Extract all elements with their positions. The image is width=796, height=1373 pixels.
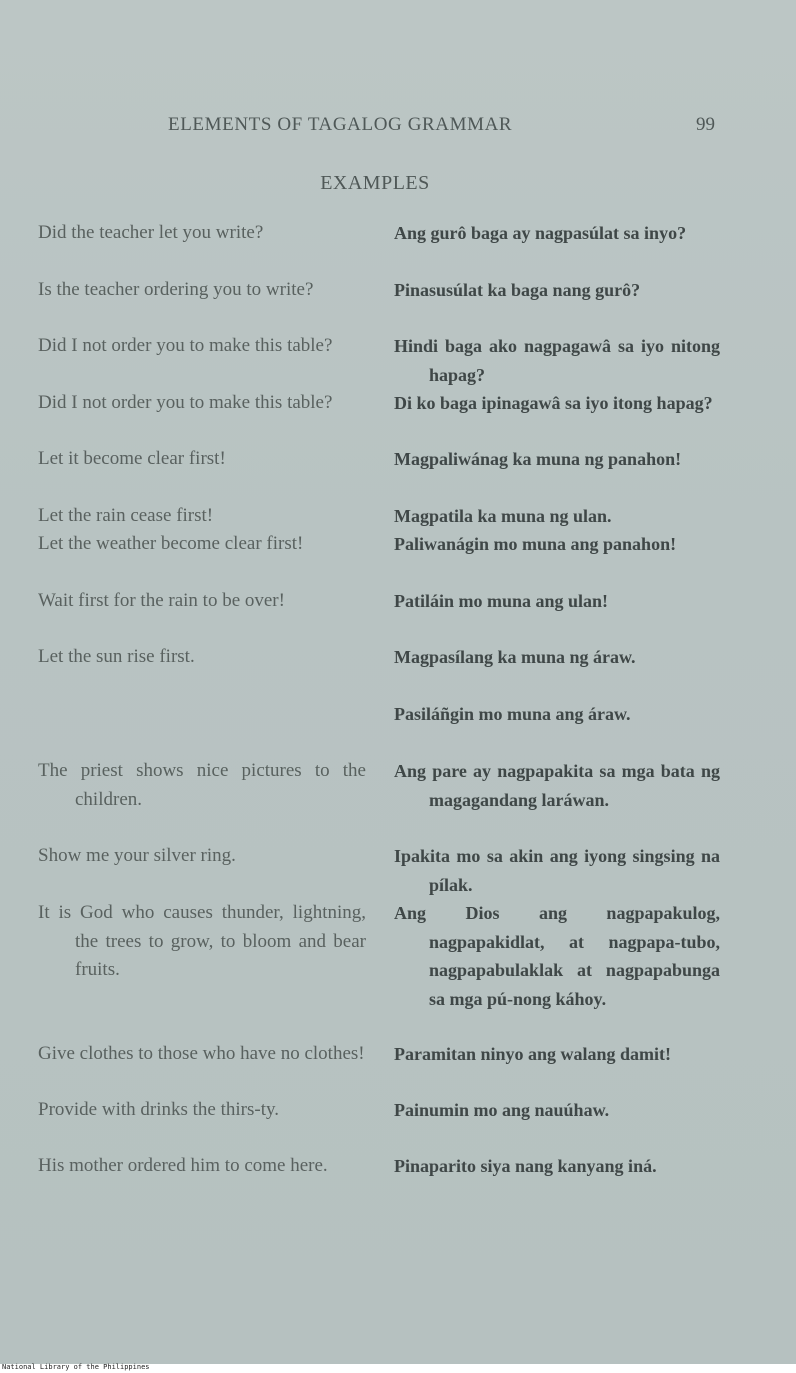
english-sentence: Wait first for the rain to be over! — [38, 590, 285, 611]
tagalog-sentence: Magpatila ka muna ng ulan. — [394, 506, 612, 526]
tagalog-sentence: Painumin mo ang nauúhaw. — [394, 1100, 610, 1120]
english-sentence: Provide with drinks the thirs-ty. — [38, 1099, 279, 1120]
english-sentence: Let the rain cease first! — [38, 505, 214, 526]
tagalog-sentence: Magpasílang ka muna ng áraw. — [394, 647, 636, 667]
english-sentence: Is the teacher ordering you to write? — [38, 279, 314, 300]
english-sentence: Did I not order you to make this table? — [38, 392, 333, 413]
english-sentence: Did I not order you to make this table? — [38, 335, 333, 356]
tagalog-sentence: Paliwanágin mo muna ang panahon! — [394, 534, 677, 554]
tagalog-sentence: Ipakita mo sa akin ang iyong singsing na pílak. — [394, 846, 720, 895]
english-sentence: Show me your silver ring. — [38, 845, 236, 866]
tagalog-sentence: Di ko baga ipinagawâ sa iyo itong hapag? — [394, 393, 713, 413]
english-sentence: Let the sun rise first. — [38, 646, 195, 667]
english-sentence: Give clothes to those who have no clothes! — [38, 1043, 365, 1064]
tagalog-sentence: Pinaparito siya nang kanyang iná. — [394, 1156, 657, 1176]
tagalog-sentence: Pasiláñgin mo muna ang áraw. — [394, 704, 631, 724]
library-footer: National Library of the Philippines — [2, 1363, 150, 1371]
tagalog-sentence: Pinasusúlat ka baga nang gurô? — [394, 280, 641, 300]
english-sentence: The priest shows nice pictures to the children. — [38, 760, 366, 810]
english-sentence: Did the teacher let you write? — [38, 222, 264, 243]
tagalog-sentence: Paramitan ninyo ang walang damit! — [394, 1044, 672, 1064]
tagalog-sentence: Hindi baga ako nagpagawâ sa iyo nitong hapag? — [394, 336, 720, 385]
english-sentence: It is God who causes thunder, lightning, the trees to grow, to bloom and bear fruits. — [38, 902, 366, 980]
tagalog-sentence: Magpaliwánag ka muna ng panahon! — [394, 449, 682, 469]
tagalog-sentence: Patiláin mo muna ang ulan! — [394, 591, 609, 611]
running-title: ELEMENTS OF TAGALOG GRAMMAR — [168, 114, 513, 135]
page-number: 99 — [696, 114, 715, 135]
tagalog-sentence: Ang Dios ang nagpapakulog, nagpapakidlat, at nagpapa-tubo, nagpapabulaklak at nagpapabunga sa mga pú-nong káhoy. — [394, 903, 720, 1009]
english-sentence: Let it become clear first! — [38, 448, 226, 469]
tagalog-sentence: Ang pare ay nagpapakita sa mga bata ng magagandang laráwan. — [394, 761, 720, 810]
tagalog-sentence: Ang gurô baga ay nagpasúlat sa inyo? — [394, 223, 687, 243]
english-sentence: Let the weather become clear first! — [38, 533, 304, 554]
english-sentence: His mother ordered him to come here. — [38, 1155, 328, 1176]
section-heading: EXAMPLES — [320, 172, 430, 194]
